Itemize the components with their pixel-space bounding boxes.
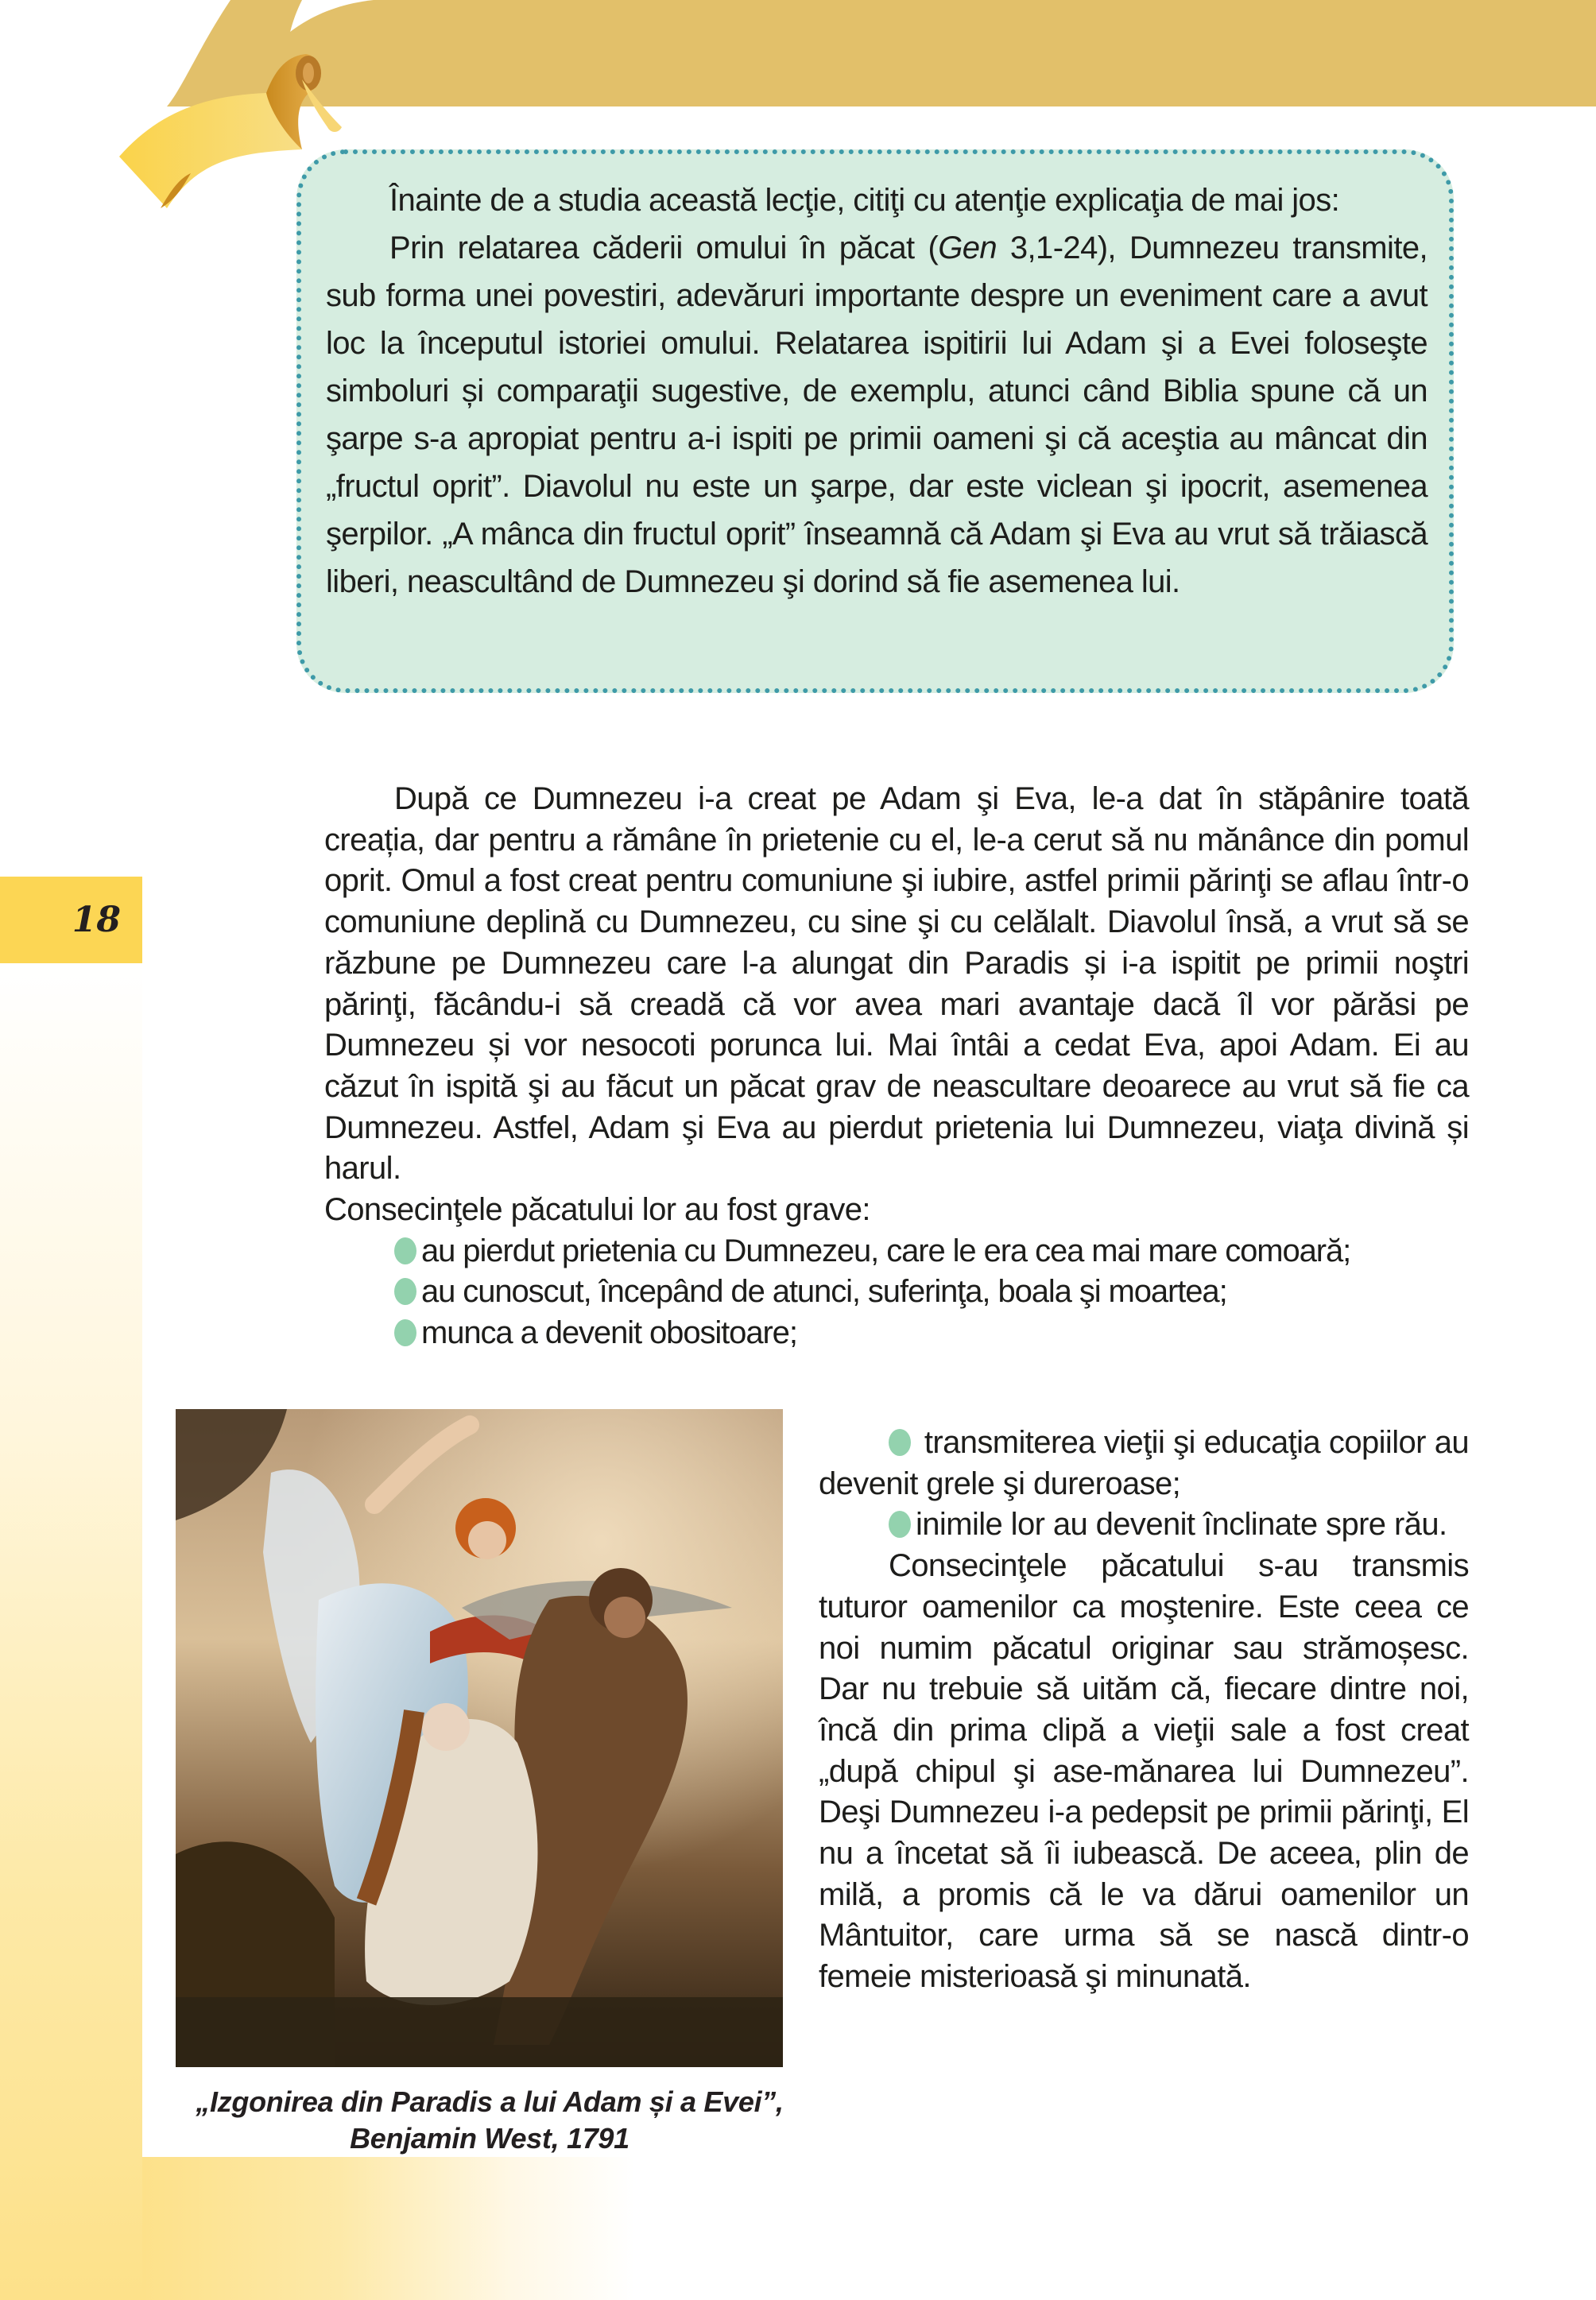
main-paragraph: După ce Dumnezeu i-a creat pe Adam şi Eva, le-a dat în stăpânire toată creația, dar pentru a rămâne în prietenie cu el, le-a cerut să nu mănânce din pomul oprit. Omul a fost creat pentru comuniune şi iubire, astfel primii părinţi se aflau într-o comuniune deplină cu Dumnezeu, cu sine şi cu celălalt. Diavolul însă, a vrut să se răzbune pe Dumnezeu care l-a alungat din Paradis și i-a ispitit pe primii noştri părinţi, făcându-i să creadă că vor avea mari avantaje dacă îl vor părăsi pe Dumnezeu și vor nesocoti porunca lui. Mai întâi a cedat Eva, apoi Adam. Ei au căzut în ispită şi au făcut un păcat grav de neascultare deoarece au vrut să fie ca Dumnezeu. Astfel, Adam şi Eva au pierdut prietenia lui Dumnezeu, viaţa divină și harul. [324, 781, 1469, 1187]
bullet-dot-icon [394, 1278, 416, 1305]
bible-reference: Gen [938, 230, 997, 265]
page-number: 18 [72, 900, 121, 940]
intro-paragraph-start: Prin relatarea căderii omului în păcat ( [389, 230, 939, 265]
bullet-dot-icon [889, 1511, 911, 1538]
painting-caption [176, 2084, 804, 2157]
caption-author-year: Benjamin West, 1791 [350, 2122, 629, 2155]
left-margin-gradient [0, 963, 142, 2300]
list-item: inimile lor au devenit înclinate spre rău. [819, 1504, 1469, 1546]
caption-title: „Izgonirea din Paradis a lui Adam și a Evei”, [196, 2085, 784, 2118]
bullet-dot-icon [394, 1319, 416, 1346]
consequences-list [324, 1231, 1469, 1354]
main-text [324, 779, 1469, 1354]
intro-paragraph [326, 224, 1427, 606]
bullet-dot-icon [889, 1429, 911, 1456]
list-item: transmiterea vieţii şi educaţia copiilor au devenit grele şi dureroase; [819, 1425, 1469, 1501]
list-item: au pierdut prietenia cu Dumnezeu, care le era cea mai mare comoară; [324, 1231, 1469, 1272]
bottom-margin-gradient [142, 2157, 635, 2300]
intro-heading: Înainte de a studia această lecţie, citiţi cu atenţie explicaţia de mai jos: [389, 183, 1340, 218]
original-sin-paragraph: Consecinţele păcatului s-au transmis tuturor oamenilor ca moştenire. Este ceea ce noi numim păcatul originar sau strămoșesc. Dar nu trebuie să uităm că, fiecare dintre noi, încă din prima clipă a vieţii sale a fost creat „după chipul şi ase-mănarea lui Dumnezeu”. Deşi Dumnezeu i-a pedepsit pe primii părinţi, El nu a încetat să îi iubească. De aceea, plin de milă, a promis că le va dărui oamenilor un Mântuitor, care urma să se nască dintr-o femeie misterioasă şi minunată. [819, 1548, 1469, 1995]
intro-paragraph-rest: 3,1-24), Dumnezeu transmite, sub forma unei povestiri, adevăruri importante despre un eveniment care a avut loc la începutul istoriei omului. Relatarea ispitirii lui Adam şi a Evei foloseşte simboluri și comparaţii sugestive, de exemplu, atunci când Biblia spune că un şarpe s-a apropiat pentru a-i ispiti pe primii oameni şi că aceştia au mâncat din „fructul oprit”. Diavolul nu este un şarpe, dar este viclean şi ipocrit, asemenea şerpilor. „A mânca din fructul oprit” înseamnă că Adam şi Eva au vrut să trăiască liberi, neascultând de Dumnezeu şi dorind să fie asemenea lui. [326, 230, 1427, 599]
intro-explanation-text [326, 176, 1427, 606]
list-item: au cunoscut, începând de atunci, suferinţa, boala şi moartea; [324, 1272, 1469, 1313]
bullet-dot-icon [394, 1237, 416, 1264]
consequences-intro: Consecinţele păcatului lor au fost grave: [324, 1192, 870, 1228]
list-item: munca a devenit obositoare; [324, 1313, 1469, 1354]
painting-expulsion-from-paradise [176, 1409, 783, 2067]
right-column-text [819, 1423, 1469, 1998]
